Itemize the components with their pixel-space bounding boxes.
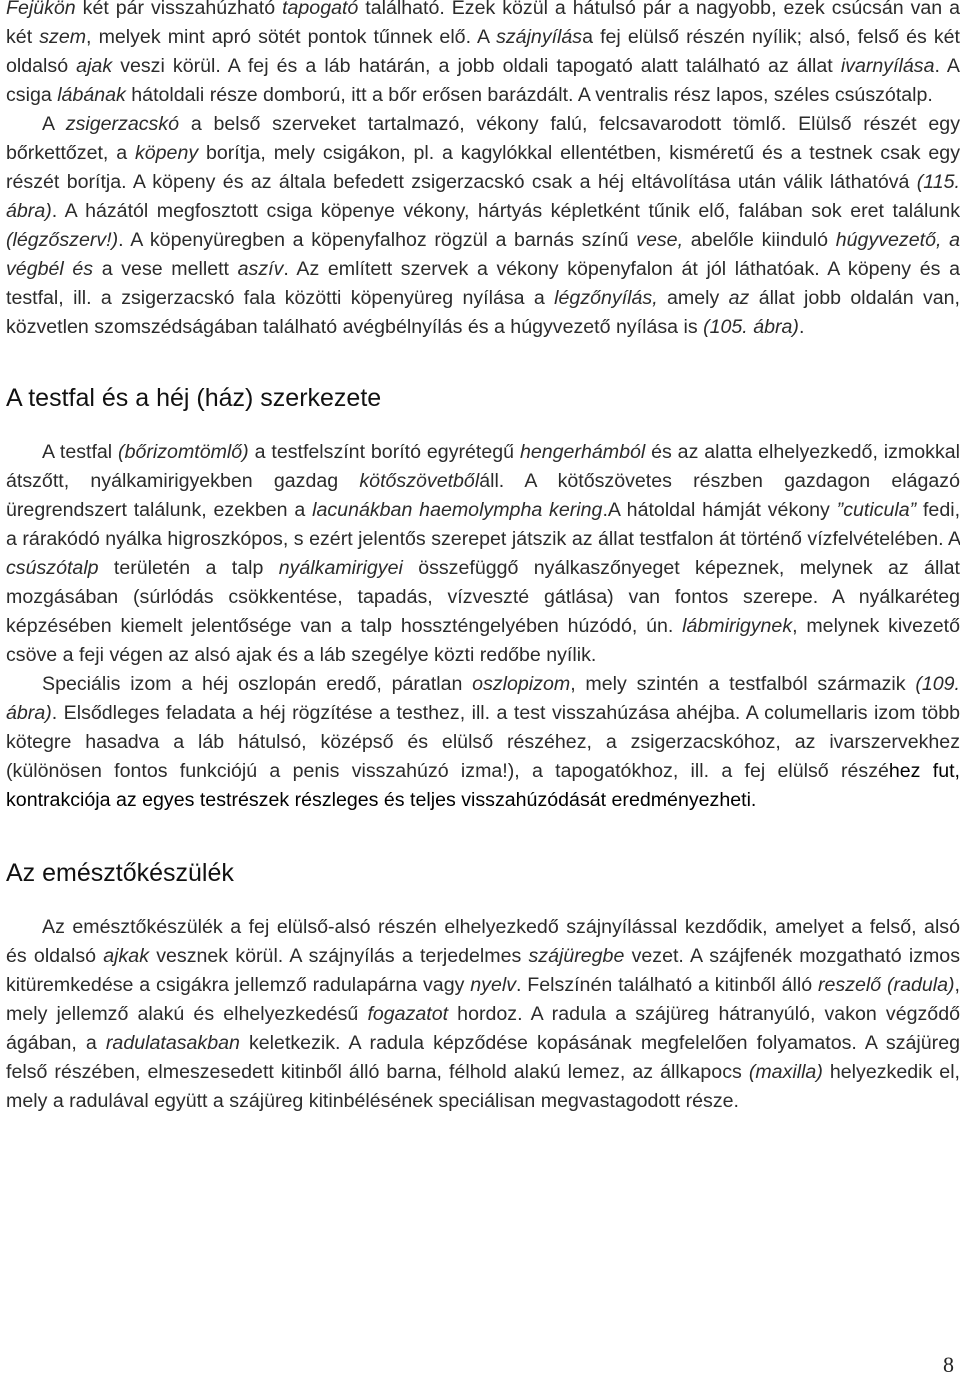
italic-term: szájüregbe bbox=[528, 945, 625, 967]
text-run: . A házától megfosztott csiga köpenye vékony, hártyás képletként tűnik elő, falában sok eret találunk bbox=[51, 200, 960, 222]
italic-term: (maxilla) bbox=[748, 1061, 823, 1083]
text-run: a fej elülső részén nyílik; alsó, felső és két oldalsó bbox=[6, 26, 960, 77]
italic-term: ajkak bbox=[103, 945, 149, 967]
italic-term: lacunákban haemolympha kering bbox=[312, 499, 603, 521]
text-run: összefüggő nyálkaszőnyeget képeznek, melynek az állat mozgásában (súrlódás csökkentése, tapadás, vízveszté gátlása) van fontos szerepe. A nyálkaréteg képzésében kiemelt jelentősége van a talp hosszténgelyében húzódó, ún. bbox=[6, 557, 960, 637]
italic-term: oszlopizom bbox=[472, 673, 571, 695]
document-page bbox=[6, 0, 960, 1116]
text-run: A testfal bbox=[42, 441, 119, 463]
italic-term: (109. ábra) bbox=[6, 673, 960, 724]
text-run: abelőle kiinduló bbox=[683, 229, 836, 251]
italic-term: ajak bbox=[76, 55, 113, 77]
text-run: a belső szerveket tartalmazó, vékony falú, felcsavarodott tömlő. Elülső részét egy bőrkettőzet, a bbox=[6, 113, 960, 164]
text-run: , melyek mint apró sötét pontok tűnnek elő. A bbox=[86, 26, 497, 48]
italic-term: fogazatot bbox=[367, 1003, 449, 1025]
text-run: területén a talp bbox=[98, 557, 279, 579]
text-run: keletkezik. A radula képződése kopásának megfelelően folyamatos. A szájüreg felső részében, elmeszesedett kitinből álló barna, félhold alakú lemez, az állkapocs bbox=[6, 1032, 960, 1083]
text-run: , melynek kivezető csöve a feji végen az alsó ajak és a láb szegélye közti redőbe nyílik. bbox=[6, 615, 960, 666]
text-run: vesznek körül. A szájnyílás a terjedelmes bbox=[149, 945, 529, 967]
italic-term: lábának bbox=[57, 84, 126, 106]
text-run: , mely szintén a testfalból származik bbox=[570, 673, 916, 695]
text-run: a vese mellett bbox=[93, 258, 238, 280]
text-run: és az alatta elhelyezkedő, izmokkal átszőtt, nyálkamirigyekben gazdag bbox=[6, 441, 960, 492]
italic-term: köpeny bbox=[134, 142, 199, 164]
italic-term: ivarnyílása bbox=[840, 55, 935, 77]
text-run: fedi, a rárakódó nyálka higroszkópos, s ezért jelentős szerepet játszik az állat testfalon át történő vízfelvételében. A bbox=[6, 499, 960, 550]
text-run: amely bbox=[657, 287, 729, 309]
italic-term: csúszótalp bbox=[6, 557, 99, 579]
italic-term: szem bbox=[39, 26, 87, 48]
text-run: . Felszínén található a kitinből álló bbox=[516, 974, 818, 996]
section-heading-digestive-system: Az emésztőkészülék bbox=[6, 859, 234, 887]
italic-term: reszelő (radula) bbox=[818, 974, 955, 996]
text-run: Speciális izom a héj oszlopán eredő, páratlan bbox=[42, 673, 473, 695]
text-run: . A csiga bbox=[6, 55, 960, 106]
text-run: veszi körül. A fej és a láb határán, a jobb oldali tapogató alatt található az állat bbox=[112, 55, 841, 77]
text-run: borítja, mely csigákon, pl. a kagylókkal ellentétben, kisméretű és a testnek csak egy részét borítja. A köpeny és az általa befedett zsigerzacskó csak a héj eltávolítása után válik láthatóvá bbox=[6, 142, 960, 193]
text-run: . Elsődleges feladata a héj rögzítése a testhez, ill. a test visszahúzása ahéjba. A columellaris izom több kötegre hasadva a láb hátulsó, középső és elülső részéhez, a zsigerzacskóhoz, az ivarszervekhez (különösen fontos funkciójú a penis visszahúzó izma!), a tapogatókhoz, ill. a fej elülső részé bbox=[6, 702, 960, 782]
text-run: áll. A kötőszövetes részben gazdagon elágazó üregrendszert találunk, ezekben a bbox=[6, 470, 960, 521]
italic-term: az bbox=[728, 287, 750, 309]
italic-term: zsigerzacskó bbox=[65, 113, 180, 135]
paragraph-columellar-muscle bbox=[6, 670, 960, 815]
italic-term: légzőnyílás, bbox=[554, 287, 658, 309]
text-run: hátoldali része domború, itt a bőr erősen barázdált. A ventralis rész lapos, széles csúszótalp. bbox=[125, 84, 933, 106]
italic-term: ”cuticula” bbox=[836, 499, 917, 521]
italic-term: (légzőszerv!) bbox=[6, 229, 119, 251]
text-run: . bbox=[798, 316, 805, 338]
text-run: . A köpenyüregben a köpenyfalhoz rögzül a barnás színű bbox=[118, 229, 637, 251]
paragraph-head-features bbox=[6, 0, 960, 110]
text-run: A bbox=[42, 113, 66, 135]
italic-term: (bőrizomtömlő) bbox=[118, 441, 249, 463]
italic-term: kötőszövetből bbox=[359, 470, 480, 492]
paragraph-visceral-sac bbox=[6, 110, 960, 342]
page-number: 8 bbox=[943, 1352, 954, 1377]
paragraph-body-wall bbox=[6, 438, 960, 670]
italic-term: lábmirigynek bbox=[682, 615, 793, 637]
text-run: Az emésztőkészülék a fej elülső-alsó részén elhelyezkedő szájnyílással kezdődik, amelyet a felső, alsó és oldalsó bbox=[6, 916, 960, 967]
text-run: . Az említett szervek a vékony köpenyfalon át jól láthatóak. A köpeny és a testfal, ill. a zsigerzacskó fala közötti köpenyüreg nyílása a bbox=[6, 258, 960, 309]
paragraph-digestive-system bbox=[6, 913, 960, 1116]
italic-term: hengerhámból bbox=[519, 441, 646, 463]
text-run: vezet. A szájfenék mozgatható izmos kitüremkedése a csigákra jellemző radulapárna vagy bbox=[6, 945, 960, 996]
italic-term: nyálkamirigyei bbox=[278, 557, 403, 579]
italic-term: (105. ábra) bbox=[703, 316, 799, 338]
text-run: a testfelszínt borító egyrétegű bbox=[248, 441, 520, 463]
text-run: .A hátoldal hámját vékony bbox=[602, 499, 837, 521]
italic-term: aszív bbox=[237, 258, 284, 280]
text-run: található. Ezek közül a hátulsó pár a nagyobb, ezek csúcsán van a két bbox=[6, 0, 960, 48]
section-heading-body-wall: A testfal és a héj (ház) szerkezete bbox=[6, 384, 382, 412]
italic-term: szájnyílás bbox=[496, 26, 583, 48]
italic-term: Fejükön bbox=[6, 0, 76, 19]
italic-term: radulatasakban bbox=[105, 1032, 240, 1054]
text-run: állat jobb oldalán van, közvetlen szomszédságában található avégbélnyílás és a húgyvezető nyílása is bbox=[6, 287, 960, 338]
text-run: helyezkedik el, mely a radulával együtt a szájüreg kitinbélésének speciálisan megvastagodott része. bbox=[6, 1061, 960, 1112]
emphasis-text: hez fut, kontrakciója az egyes testrészek részleges és teljes visszahúzódását eredményezheti. bbox=[6, 760, 960, 811]
text-run: hordoz. A radula a szájüreg hátranyúló, vakon végződő ágában, a bbox=[6, 1003, 960, 1054]
italic-term: húgyvezető, a végbél és bbox=[6, 229, 960, 280]
text-run: , mely jellemző alakú és elhelyezkedésű bbox=[6, 974, 960, 1025]
italic-term: vese, bbox=[636, 229, 684, 251]
text-run: két pár visszahúzható bbox=[75, 0, 283, 19]
italic-term: nyelv bbox=[470, 974, 516, 996]
italic-term: (115. ábra) bbox=[6, 171, 960, 222]
italic-term: tapogató bbox=[282, 0, 359, 19]
